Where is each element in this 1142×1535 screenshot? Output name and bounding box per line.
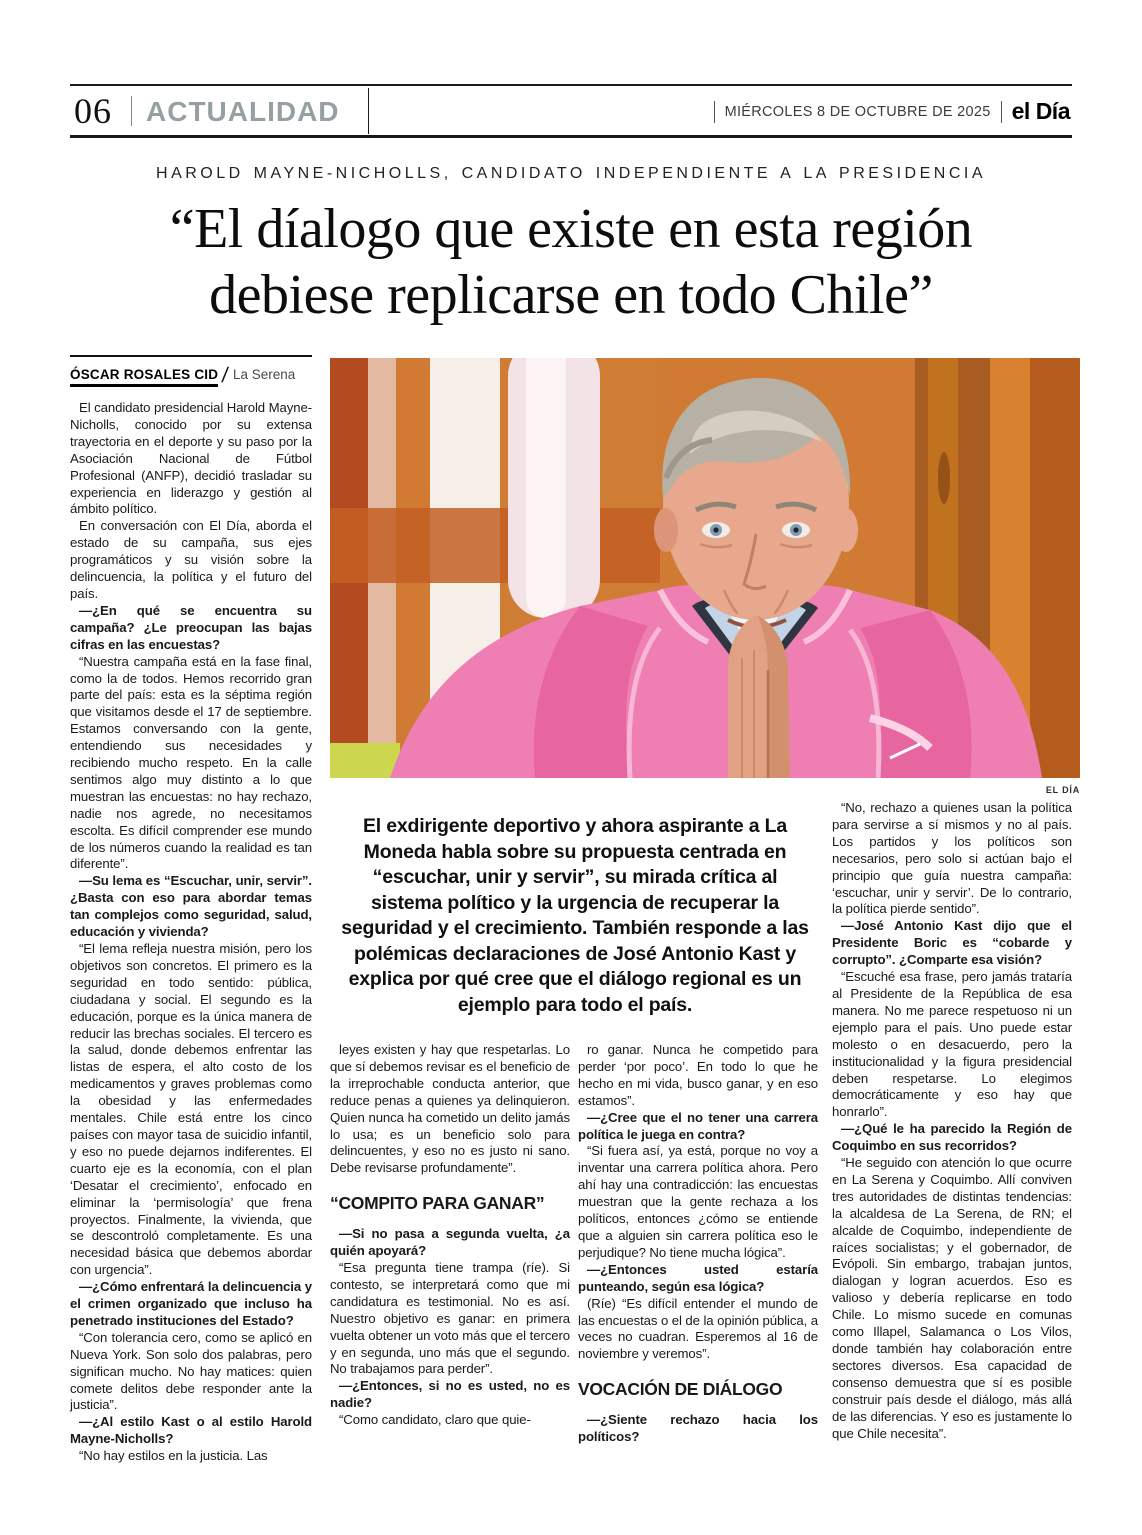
brand-divider-bar: [1001, 101, 1002, 123]
interview-question: —José Antonio Kast dijo que el Presidente Boric es “cobarde y corrupto”. ¿Comparte esa visión?: [832, 918, 1072, 968]
interview-question: —¿Entonces usted estaría punteando, según esa lógica?: [578, 1261, 818, 1294]
date-divider-bar: [714, 101, 715, 123]
page-number-divider: [131, 96, 132, 126]
article-paragraph: “Esa pregunta tiene trampa (ríe). Si contesto, se interpretará como que mi candidatura es testimonial. No es así. Nuestro objetivo es ganar: en primera vuelta obtener un voto más que el tercero y en segunda, uno más que el segundo. No trabajamos para perder”.: [330, 1259, 570, 1377]
interview-question: —¿En qué se encuentra su campaña? ¿Le preocupan las bajas cifras en las encuestas?: [70, 602, 312, 652]
photo-illustration: [330, 358, 1080, 778]
interview-question: —Su lema es “Escuchar, unir, servir”. ¿Basta con eso para abordar temas tan complejos como seguridad, salud, educación y vivienda?: [70, 873, 312, 940]
interview-question: —¿Al estilo Kast o al estilo Harold Mayne-Nicholls?: [70, 1414, 312, 1447]
article-paragraph: “El lema refleja nuestra misión, pero los objetivos son concretos. El primero es la seguridad en todo sentido: pública, ciudadana y social. El segundo es la educación, porque es la única manera de reducir las brechas sociales. El tercero es la salud, donde debemos enfrentar las listas de espera, el alto costo de los medicamentos y graves problemas como la obesidad y las enfermedades mentales. Chile está entre los cinco países con mayor tasa de suicidio infantil, y eso no puede dejarnos indiferentes. El cuarto eje es la economía, con el plan ‘Desatar el crecimiento’, enfocado en eliminar la ‘permisología’ que frena proyectos. Finalmente, la vivienda, que se descontroló completamente. Es una necesidad básica que debemos abordar con urgencia”.: [70, 941, 312, 1278]
article-paragraph: ro ganar. Nunca he competido para perder ‘por poco’. En todo lo que he hecho en mi vida, busco ganar, y en eso estamos”.: [578, 1042, 818, 1108]
article-paragraph: “Nuestra campaña está en la fase final, como la de todos. Hemos recorrido gran parte del país: esta es la séptima región que visitamos desde el 17 de septiembre. Estamos conversando con la gente, entendiendo sus necesidades y recibiendo mucho respeto. En la calle sentimos algo muy distinto a lo que muestran las encuestas: no hay rechazo, nadie nos agrede, no necesitamos escolta. Es difícil comprender ese mundo de los números cuando la realidad es tan diferente”.: [70, 653, 312, 872]
kicker: HAROLD MAYNE-NICHOLLS, CANDIDATO INDEPENDIENTE A LA PRESIDENCIA: [156, 165, 986, 182]
byline-slash: /: [220, 364, 230, 387]
photo-credit: EL DÍA: [1045, 785, 1080, 795]
interview-question: —Si no pasa a segunda vuelta, ¿a quién apoyará?: [330, 1226, 570, 1259]
article-paragraph: En conversación con El Día, aborda el estado de su campaña, sus ejes programáticos y su visión sobre la delincuencia, la política y el futuro del país.: [70, 518, 312, 601]
byline-author: ÓSCAR ROSALES CID: [70, 367, 218, 387]
pull-quote: El exdirigente deportivo y ahora aspirante a La Moneda habla sobre su propuesta centrada en “escuchar, unir y servir”, su mirada crítica al sistema político y la urgencia de recuperar la seguridad y el crecimiento. También responde a las polémicas declaraciones de José Antonio Kast y explica por qué cree que el diálogo regional es un ejemplo para todo el país.: [341, 815, 809, 1016]
masthead-vertical-divider: [368, 88, 369, 134]
headline-line-1: “El díalogo que existe en esta región: [169, 198, 973, 260]
byline: [70, 355, 312, 388]
photo-harold-mayne-nicholls: [330, 358, 1080, 778]
byline-location: La Serena: [233, 367, 296, 382]
interview-question: —¿Qué le ha parecido la Región de Coquimbo en sus recorridos?: [832, 1121, 1072, 1154]
edition-date: MIÉRCOLES 8 DE OCTUBRE DE 2025: [724, 103, 991, 120]
article-paragraph: “Como candidato, claro que quie-: [339, 1412, 531, 1428]
body-column-1: [70, 400, 312, 1465]
article-paragraph: “Si fuera así, ya está, porque no voy a inventar una carrera política ahora. Pero ahí hay una contradicción: las encuestas muestran que la gente rechaza a los políticos, entonces ¿cómo se entiende que a alguien sin carrera política eso le perjudique? No tiene mucha lógica”.: [578, 1143, 818, 1260]
headline: [0, 196, 1142, 328]
interview-question: —¿Siente rechazo hacia los políticos?: [578, 1412, 818, 1445]
section-subhead: VOCACIÓN DE DIÁLOGO: [578, 1379, 783, 1400]
newspaper-brand: el Día: [1011, 98, 1070, 124]
article-paragraph: “Con tolerancia cero, como se aplicó en Nueva York. Son solo dos palabras, pero significan mucho. No hay matices: quien comete delitos debe responder ante la justicia”.: [70, 1329, 312, 1413]
body-column-4: [832, 800, 1072, 1442]
interview-question: —¿Entonces, si no es usted, no es nadie?: [330, 1378, 570, 1411]
masthead-top-rule: [70, 84, 1072, 86]
masthead-bottom-rule: [70, 135, 1072, 138]
article-paragraph: “Escuché esa frase, pero jamás trataría al Presidente de la República de esa manera. No me parece respetuoso ni un ejemplo para el país. Uno puede estar molesto o en desacuerdo, pero la institucionalidad y la figura presidencial deben respetarse. Lo elegimos democráticamente y eso hay que honrarlo”.: [832, 969, 1072, 1120]
headline-line-2: debiese replicarse en todo Chile”: [209, 264, 933, 326]
article-paragraph: (Ríe) “Es difícil entender el mundo de las encuestas o el de la opinión pública, a veces no cuadran. Esperemos al 16 de noviembre y veremos”.: [578, 1295, 818, 1362]
section-title: ACTUALIDAD: [146, 96, 340, 127]
interview-question: —¿Cómo enfrentará la delincuencia y el crimen organizado que incluso ha penetrado instituciones del Estado?: [70, 1279, 312, 1328]
masthead-right: [714, 98, 1070, 125]
article-paragraph: “No hay estilos en la justicia. Las: [79, 1448, 268, 1464]
body-column-2: [330, 1042, 570, 1429]
article-paragraph: “He seguido con atención lo que ocurre en La Serena y Coquimbo. Allí conviven tres autoridades de distintas tendencias: la alcaldesa de La Serena, de RN; el alcalde de Coquimbo, independiente de raíces socialistas; y el gobernador, de Evópoli. Sin embargo, trabajan juntos, dialogan y logran acuerdos. Eso es valioso y debería replicarse en todo Chile. Lo mismo sucede en comunas como Illapel, Salamanca o Los Vilos, donde también hay colaboración entre sectores diversos. Esa capacidad de consenso demuestra que sí es posible construir país desde el diálogo, más allá de las diferencias. Y eso es justamente lo que Chile necesita”.: [832, 1155, 1072, 1441]
article-paragraph: leyes existen y hay que respetarlas. Lo que sí debemos revisar es el beneficio de la irreprochable conducta anterior, que reduce penas a quienes ya delinquieron. Quien nunca ha cometido un delito jamás lo usa; es un beneficio solo para delincuentes, y eso no es justo ni sano. Debe revisarse profundamente”.: [330, 1042, 570, 1176]
interview-question: —¿Cree que el no tener una carrera política le juega en contra?: [578, 1109, 818, 1142]
page-number: 06: [74, 91, 112, 131]
section-subhead: “COMPITO PARA GANAR”: [330, 1193, 545, 1214]
article-paragraph: El candidato presidencial Harold Mayne-Nicholls, conocido por su extensa trayectoria en el deporte y su paso por la Asociación Nacional de Fútbol Profesional (ANFP), decidió trasladar su experiencia en liderazgo y gestión al ámbito político.: [70, 400, 312, 517]
body-column-3: [578, 1042, 818, 1446]
article-paragraph: “No, rechazo a quienes usan la política para servirse a sí mismos y no al país. Los partidos y los políticos son necesarios, pero solo si actúan bajo el principio que guía nuestra campaña: ‘escuchar, unir y servir’. De lo contrario, la política pierde sentido”.: [832, 800, 1072, 917]
